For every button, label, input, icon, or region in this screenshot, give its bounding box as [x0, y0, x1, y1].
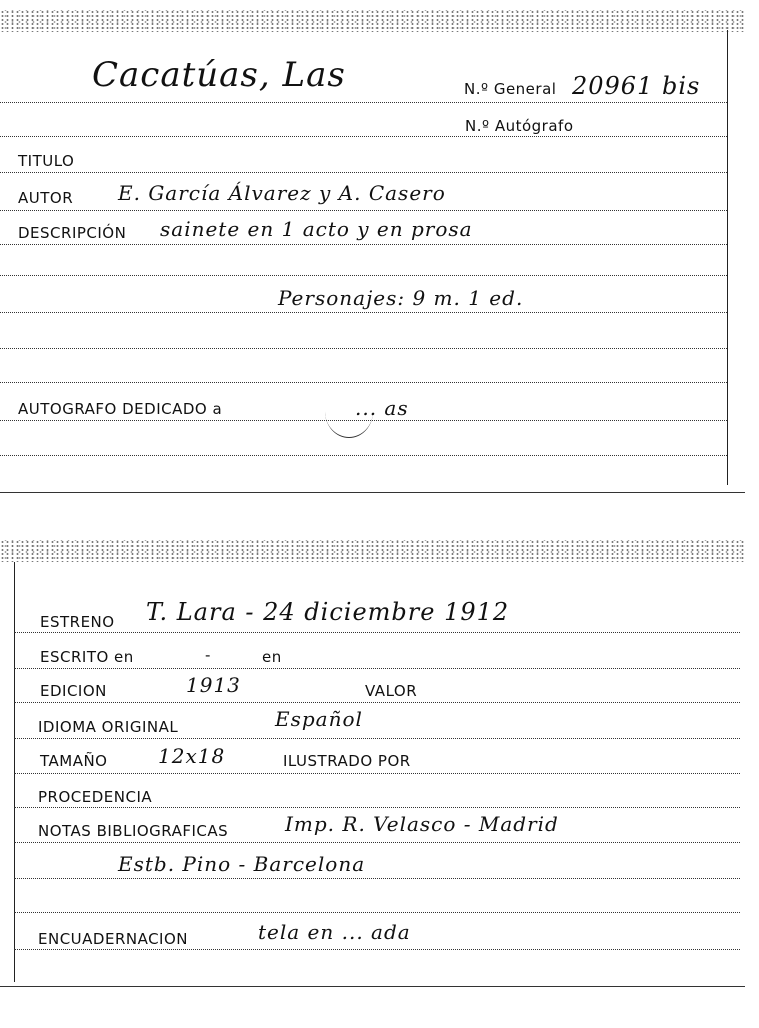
catalog-card-bottom — [0, 540, 745, 990]
notas-label: NOTAS BIBLIOGRAFICAS — [38, 822, 229, 840]
rule — [14, 949, 740, 950]
procedencia-label: PROCEDENCIA — [38, 788, 153, 806]
notas-value-line2: Estb. Pino - Barcelona — [118, 852, 366, 876]
descripcion-value: sainete en 1 acto y en prosa — [160, 217, 473, 241]
autor-value: E. García Álvarez y A. Casero — [118, 181, 446, 205]
idioma-value: Español — [275, 707, 363, 731]
estreno-value: T. Lara - 24 diciembre 1912 — [146, 598, 510, 626]
rule — [0, 455, 727, 456]
encuadernacion-value: tela en ... ada — [258, 920, 411, 944]
work-title: Cacatúas, Las — [92, 55, 346, 95]
rule — [14, 738, 740, 739]
rule — [0, 102, 727, 103]
rule — [0, 275, 727, 276]
scan-texture-bottom — [0, 540, 745, 562]
card-bottom-edge — [0, 986, 745, 987]
autografo-label: N.º Autógrafo — [465, 117, 574, 135]
descripcion-label: DESCRIPCIÓN — [18, 224, 127, 242]
scan-texture-top — [0, 10, 745, 32]
rule — [0, 210, 727, 211]
general-number-value: 20961 bis — [572, 72, 701, 100]
catalog-card-top — [0, 0, 745, 495]
rule — [14, 668, 740, 669]
general-number-label: N.º General — [464, 80, 557, 98]
edicion-value: 1913 — [186, 673, 241, 697]
escrito-label: ESCRITO en — [40, 648, 134, 666]
ilustrado-label: ILUSTRADO POR — [283, 752, 411, 770]
rule — [0, 172, 727, 173]
card-left-border — [14, 562, 15, 982]
escrito-en-label: en — [262, 648, 282, 666]
tamano-value: 12x18 — [158, 744, 226, 768]
estreno-label: ESTRENO — [40, 613, 115, 631]
rule — [0, 244, 727, 245]
valor-label: VALOR — [365, 682, 418, 700]
escrito-dash: - — [205, 646, 211, 664]
rule — [0, 312, 727, 313]
card-bottom-edge — [0, 492, 745, 493]
notas-value: Imp. R. Velasco - Madrid — [285, 812, 559, 836]
tamano-label: TAMAÑO — [40, 752, 108, 770]
rule — [14, 807, 740, 808]
titulo-label: TITULO — [18, 152, 75, 170]
rule — [0, 136, 727, 137]
rule — [0, 348, 727, 349]
rule — [14, 878, 740, 879]
card-right-border — [727, 30, 728, 485]
rule — [14, 842, 740, 843]
idioma-label: IDIOMA ORIGINAL — [38, 718, 179, 736]
rule — [0, 382, 727, 383]
encuadernacion-label: ENCUADERNACION — [38, 930, 189, 948]
dedicado-label: AUTOGRAFO DEDICADO a — [18, 400, 223, 418]
personajes-value: Personajes: 9 m. 1 ed. — [278, 286, 524, 310]
dedicado-value: ... as — [355, 396, 409, 420]
rule — [14, 912, 740, 913]
autor-label: AUTOR — [18, 189, 74, 207]
edicion-label: EDICION — [40, 682, 107, 700]
rule — [14, 702, 740, 703]
rule — [14, 632, 740, 633]
rule — [0, 420, 727, 421]
rule — [14, 773, 740, 774]
